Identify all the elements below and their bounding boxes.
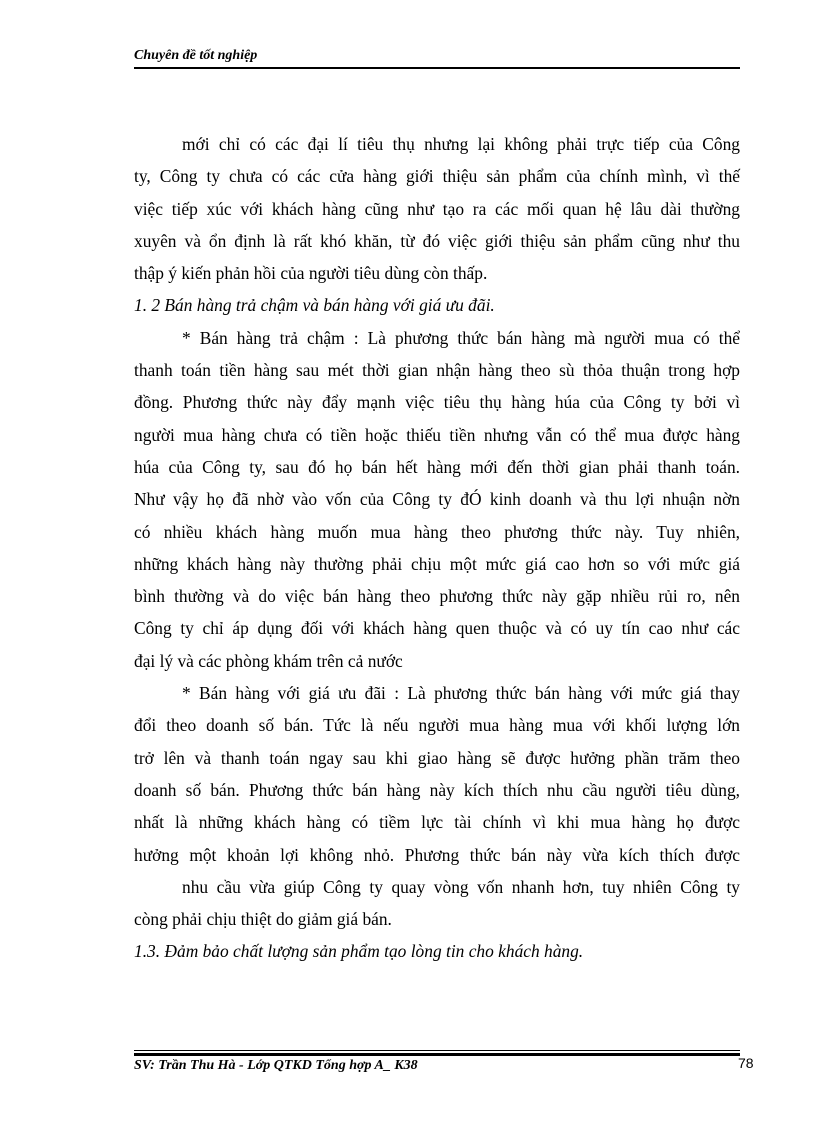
body-line: thập ý kiến phản hồi của người tiêu dùng còn thấp.	[134, 263, 488, 284]
body-line: đổi theo doanh số bán. Tức là nếu người mua hàng mua với khối lượng lớn	[134, 715, 740, 736]
page-number: 78	[738, 1055, 754, 1071]
footer-student-info: SV: Trần Thu Hà - Lớp QTKD Tổng hợp A_ K38	[134, 1058, 418, 1073]
section-heading: 1. 2 Bán hàng trả chậm và bán hàng với giá ưu đãi.	[134, 295, 495, 316]
body-line: Như vậy họ đã nhờ vào vốn của Công ty đÓ kinh doanh và thu lợi nhuận nờn	[134, 489, 740, 510]
body-line: mới chỉ có các đại lí tiêu thụ nhưng lại không phải trực tiếp của Công	[182, 134, 740, 154]
document-body	[134, 128, 740, 968]
body-line: có nhiều khách hàng muốn mua hàng theo phương thức này. Tuy nhiên,	[134, 521, 740, 542]
body-line: xuyên và ổn định là rất khó khăn, từ đó việc giới thiệu sản phẩm cũng như thu	[134, 230, 740, 251]
body-line: đồng. Phương thức này đẩy mạnh việc tiêu thụ hàng húa của Công ty bởi vì	[134, 392, 740, 413]
footer-rule	[134, 1050, 740, 1051]
body-line: thanh toán tiền hàng sau mét thời gian nhận hàng theo sù thỏa thuận trong hợp	[134, 360, 740, 381]
body-line: húa của Công ty, sau đó họ bán hết hàng mới đến thời gian phải thanh toán.	[134, 456, 740, 477]
body-line: Công ty chỉ áp dụng đối với khách hàng quen thuộc và có uy tín cao như các	[134, 618, 740, 639]
body-line: trở lên và thanh toán ngay sau khi giao hàng sẽ được hưởng phần trăm theo	[134, 747, 740, 768]
body-line: việc tiếp xúc với khách hàng cũng như tạo ra các mối quan hệ lâu dài thường	[134, 198, 740, 219]
body-line: những khách hàng này thường phải chịu một mức giá cao hơn so với mức giá	[134, 553, 740, 574]
body-line: người mua hàng chưa có tiền hoặc thiếu tiền nhưng vẫn có thể mua được hàng	[134, 424, 740, 445]
body-line: hưởng một khoản lợi không nhỏ. Phương thức bán này vừa kích thích được	[134, 844, 740, 865]
running-header-title: Chuyên đề tốt nghiệp	[134, 48, 258, 63]
body-line: đại lý và các phòng khám trên cả nước	[134, 650, 403, 671]
body-line: ty, Công ty chưa có các cửa hàng giới thiệu sản phẩm của chính mình, vì thế	[134, 166, 740, 187]
header-rule	[134, 67, 740, 69]
body-line: nhất là những khách hàng có tiềm lực tài chính vì khi mua hàng họ được	[134, 812, 740, 833]
body-line: còng phải chịu thiệt do giảm giá bán.	[134, 909, 392, 930]
body-line: nhu cầu vừa giúp Công ty quay vòng vốn nhanh hơn, tuy nhiên Công ty	[182, 876, 740, 897]
body-line: * Bán hàng trả chậm : Là phương thức bán hàng mà người mua có thể	[182, 327, 740, 348]
body-line: * Bán hàng với giá ưu đãi : Là phương thức bán hàng với mức giá thay	[182, 683, 740, 704]
body-line: bình thường và do việc bán hàng theo phương thức này gặp nhiều rủi ro, nên	[134, 586, 740, 607]
footer-rule-thick	[134, 1053, 740, 1056]
body-line: doanh số bán. Phương thức bán hàng này kích thích nhu cầu người tiêu dùng,	[134, 779, 740, 800]
section-heading: 1.3. Đảm bảo chất lượng sản phẩm tạo lòng tin cho khách hàng.	[134, 941, 584, 962]
